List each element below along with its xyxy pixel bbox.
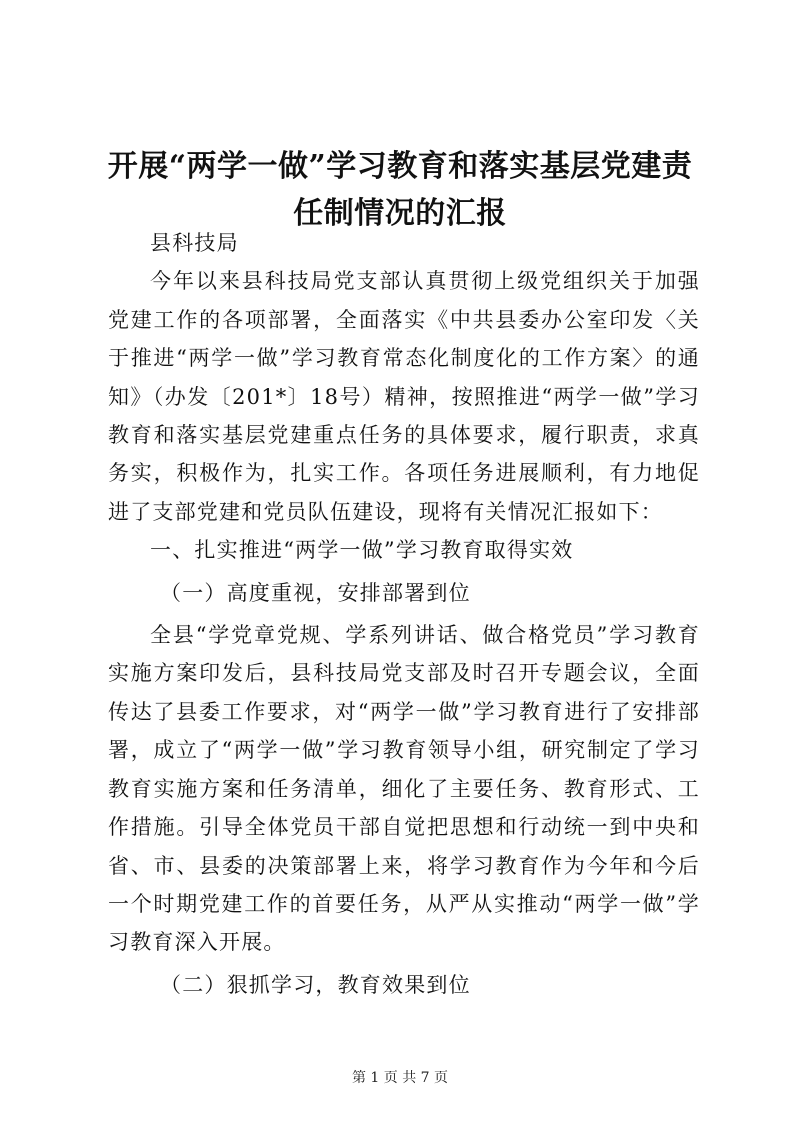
document-body [108,224,700,1004]
section-1-heading: 一、扎实推进“两学一做”学习教育取得实效 [150,538,574,563]
title-line-2: 任制情况的汇报 [293,196,507,231]
title-line-1: 开展“两学一做”学习教育和落实基层党建责 [107,149,693,184]
subsection-1-body: 全县“学党章党规、学系列讲话、做合格党员”学习教育实施方案印发后，县科技局党支部及时召开专题会议，全面传达了县委工作要求，对“两学一做”学习教育进行了安排部署，成立了“两学一做”学习教育领导小组，研究制定了学习教育实施方案和任务清单，细化了主要任务、教育形式、工作措施。引导全体党员干部自觉把思想和行动统一到中央和省、市、县委的决策部署上来，将学习教育作为今年和今后一个时期党建工作的首要任务，从严从实推动“两学一做”学习教育深入开展。 [108,623,700,955]
subsection-1-heading: （一）高度重视，安排部署到位 [160,580,471,605]
author-line: 县科技局 [150,231,239,255]
page-footer: 第 1 页 共 7 页 [351,1070,449,1086]
subsection-2-heading: （二）狠抓学习，教育效果到位 [160,972,471,997]
document-title [100,143,700,237]
intro-paragraph: 今年以来县科技局党支部认真贯彻上级党组织关于加强党建工作的各项部署，全面落实《中共县委办公室印发〈关于推进“两学一做”学习教育常态化制度化的工作方案〉的通知》（办发〔201*〕18号）精神，按照推进“两学一做”学习教育和落实基层党建重点任务的具体要求，履行职责，求真务实，积极作为，扎实工作。各项任务进展顺利，有力地促进了支部党建和党员队伍建设，现将有关情况汇报如下： [108,269,700,524]
